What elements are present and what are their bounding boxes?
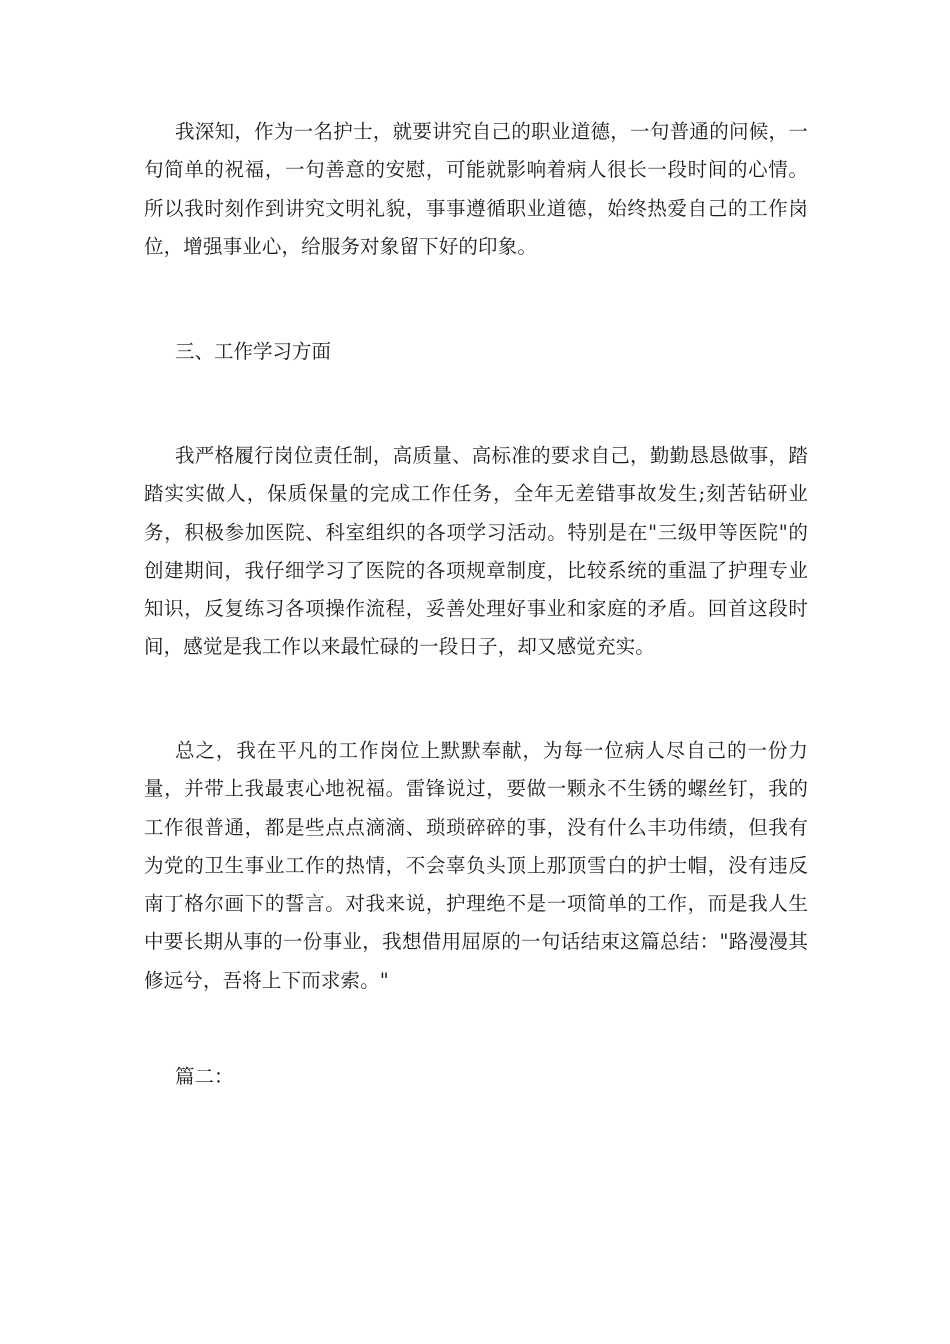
paragraph-work-study: 我严格履行岗位责任制，高质量、高标准的要求自己，勤勤恳恳做事，踏踏实实做人，保质保量的完成工作任务，全年无差错事故发生;刻苦钻研业务，积极参加医院、科室组织的各项学习活动。特别是在"三级甲等医院"的创建期间，我仔细学习了医院的各项规章制度，比较系统的重温了护理专业知识，反复练习各项操作流程，妥善处理好事业和家庭的矛盾。回首这段时间，感觉是我工作以来最忙碌的一段日子，却又感觉充实。: [144, 444, 808, 659]
paragraph-conclusion: 总之，我在平凡的工作岗位上默默奉献，为每一位病人尽自己的一份力量，并带上我最衷心地祝福。雷锋说过，要做一颗永不生锈的螺丝钉，我的工作很普通，都是些点点滴滴、琐琐碎碎的事，没有什么丰功伟绩，但我有为党的卫生事业工作的热情，不会辜负头顶上那顶雪白的护士帽，没有违反南丁格尔画下的誓言。对我来说，护理绝不是一项简单的工作，而是我人生中要长期从事的一份事业，我想借用屈原的一句话结束这篇总结："路漫漫其修远兮，吾将上下而求索。": [144, 739, 808, 992]
paragraph-professional-ethics: 我深知，作为一名护士，就要讲究自己的职业道德，一句普通的问候，一句简单的祝福，一句善意的安慰，可能就影响着病人很长一段时间的心情。所以我时刻作到讲究文明礼貌，事事遵循职业道德，始终热爱自己的工作岗位，增强事业心，给服务对象留下好的印象。: [144, 120, 808, 258]
section-heading-work-study: 三、工作学习方面: [175, 340, 332, 363]
section-label-part-two: 篇二：: [175, 1065, 234, 1088]
